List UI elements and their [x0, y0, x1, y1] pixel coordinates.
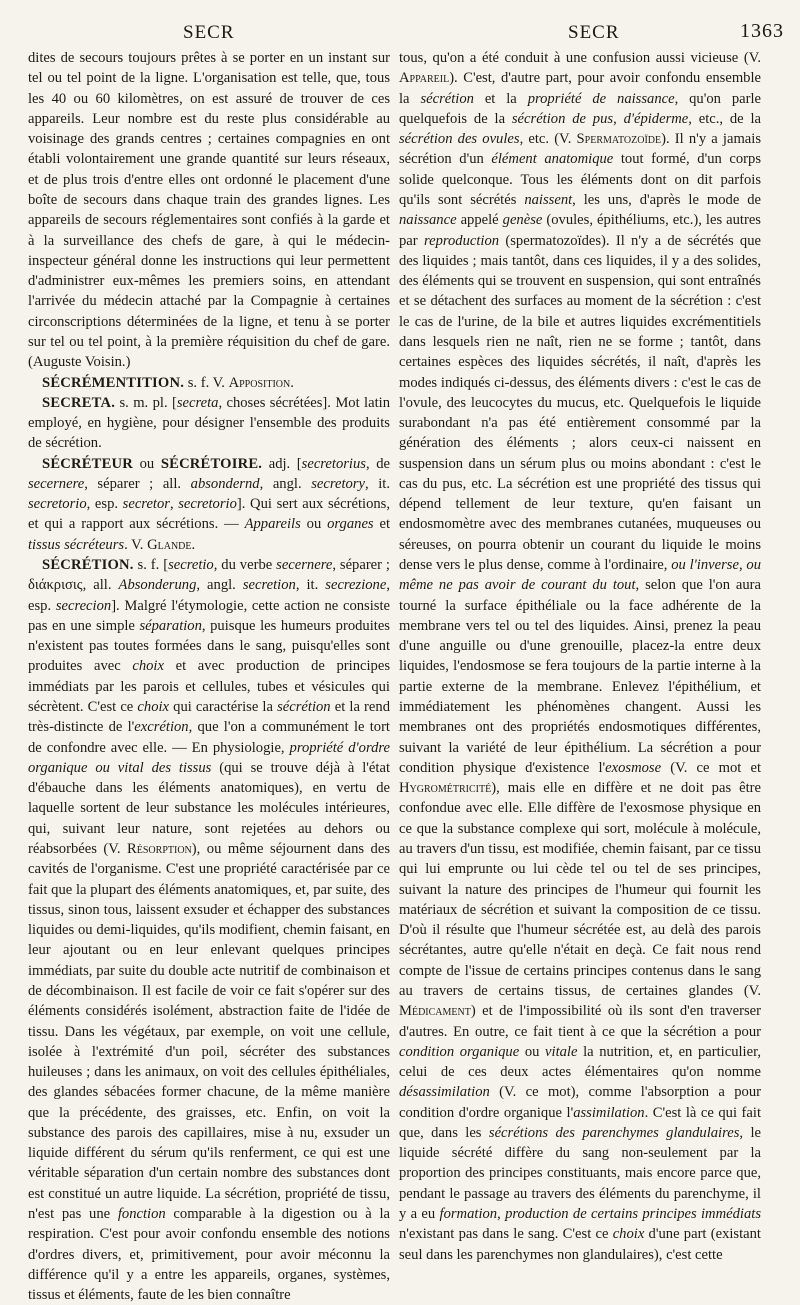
text: , all.	[82, 577, 119, 594]
text: ), mais elle en diffère et ne doit pas être confondue avec elle. Elle diffère de l'exosmose physique en ce que la substance complexe qui sort, molécule à molécule, au travers d'un tissu, est modifiée, chemin faisant, par ce tissu qui lui emprunte ou lui cède tel ou tel de ses principes, suivant la nature des principes de l'humeur qui fournit les matériaux de sécrétion et suivant la composition de ce tissu. D'où il résulte que l'humeur sécrétée est, au delà des parois sécrétantes, autre qu'elle n'était en deçà. Ce fait nous rend compte de l'issue de certains principes contenus dans le sang au travers de certains tissus, de certaines glandes (V.	[399, 780, 761, 999]
entry-secretion	[28, 555, 390, 1305]
text: ,	[497, 1206, 506, 1223]
text: ]. Qui sert aux sécrétions, et qui a rapport aux sécrétions. —	[28, 496, 390, 533]
text: n'existant pas dans le sang. C'est ce	[399, 1226, 613, 1243]
headword: SÉCRÉMENTITION.	[42, 374, 185, 391]
term: ou l'inverse, ou même ne pas avoir de courant du tout	[399, 557, 761, 594]
cross-reference: Médicament	[399, 1003, 471, 1020]
text: tous, qu'on a été conduit à une confusion aussi vicieuse (V.	[399, 50, 761, 66]
text: ). C'est, d'autre part, pour avoir confondu ensemble la	[399, 70, 761, 107]
text: s. f. [	[133, 557, 169, 574]
text: ou	[519, 1043, 546, 1060]
text: ou	[133, 455, 161, 472]
term: choix	[132, 658, 164, 675]
term: tissus sécréteurs	[28, 536, 125, 553]
term: séparation	[139, 617, 202, 634]
term: désassimilation	[399, 1084, 490, 1101]
text: , etc., de la	[688, 110, 762, 127]
text: , angl.	[259, 475, 312, 492]
text: . V.	[124, 536, 148, 553]
text: ) et de l'impossibilité où ils sont d'en traverser d'autres. En outre, ce fait tient à ce que la sécrétion a pour	[399, 1003, 761, 1040]
text: , séparer ; all.	[84, 475, 191, 492]
text: , de	[365, 455, 390, 472]
greek-term: διάκρισις	[28, 577, 83, 594]
page-number: 1363	[740, 20, 784, 42]
term: secernere	[28, 475, 85, 492]
text: ), ou même séjournent dans des cavités de l'organisme. C'est une propriété caractérisée par ce fait que la plupart des éléments anatomiques, et, par suite, des tissus, sinon tous, laissent exsuder et échapper des substances liquides ou demi-liquides, qu'ils modifient, chemin faisant, en leur ajoutant ou en leur enlevant quelques principes immédiats, par suite du double acte nutritif de combinaison et de décombinaison. Il est facile de voir ce fait s'opérer sur des éléments considérés isolément, abstraction faite de l'idée de tissu. Dans les végétaux, par exemple, on voit une cellule, isolée à l'extrémité d'un poil, sécréter des substances huileuses ; dans les animaux, on voit des cellules épithéliales, des glandes sébacées former chacune, de la même manière que la précédente, des graisses, etc. Enfin, on voit la substance des parois des capillaires, mise à nu, exsuder un liquide différent du sérum qu'ils renferment, ce qui est une véritable séparation d'un certain nombre des substances dont est constitué un autre liquide. La sécrétion, propriété de tissu, n'est pas une	[28, 840, 390, 1223]
entry-secrementition	[28, 373, 390, 393]
text: ,	[613, 110, 624, 127]
text: ). Il n'y a jamais sécrétion d'un	[399, 131, 762, 168]
term: Appareils	[244, 516, 301, 533]
term: formation	[439, 1206, 498, 1223]
text: , selon que l'on aura tourné la surface épithéliale ou la face adhérente de la membrane vers tel ou tel des liquides. Ainsi, prenez la peau d'une anguille ou d'une grenouille, placez-la entre deux liquides, l'endosmose se fera toujours de la partie interne à la partie externe de la membrane. Enlevez l'épithélium, et immédiatement les phénomènes changent. Aussi les membranes ont des propriétés endosmotiques différentes, suivant la variété de leur épithélium. La sécrétion a pour condition physique d'existence l'	[399, 577, 761, 776]
term: secretorio	[28, 496, 87, 513]
term: vitale	[545, 1043, 578, 1060]
term: sécrétion	[277, 699, 331, 715]
term: choix	[612, 1226, 645, 1243]
term: sécrétion de pus	[511, 110, 614, 127]
text: , séparer ;	[332, 557, 390, 574]
text: et la	[473, 90, 528, 107]
term: sécrétion	[420, 90, 474, 107]
header-left-word: SECR	[183, 22, 235, 43]
cross-reference: Hygrométricité	[399, 780, 492, 797]
secretion-continued	[399, 48, 761, 1265]
text: (V. ce mot et	[661, 759, 762, 776]
term: secernere	[276, 557, 333, 574]
term: genèse	[502, 212, 543, 229]
text: (V. ce mot), comme l'absorption a pour condition d'ordre organique l'	[399, 1084, 761, 1121]
term: secrezione	[325, 577, 387, 594]
text: , esp.	[28, 577, 390, 614]
definition: Mot latin employé, en hygiène, pour désigner l'ensemble des produits de sécrétion.	[28, 394, 390, 452]
text: ]. Malgré l'étymologie, cette action ne consiste pas en une simple	[28, 597, 390, 634]
term: fonction	[117, 1206, 166, 1223]
term: Absonderung	[118, 577, 197, 594]
headword: SÉCRÉTION.	[42, 557, 134, 574]
left-column	[28, 48, 391, 1304]
term: secretorius	[301, 455, 366, 472]
term: d'épiderme	[623, 110, 689, 127]
text: , les uns, d'après le mode de	[572, 191, 761, 208]
term: secrecion	[55, 597, 112, 614]
text: . C'est là ce qui fait que, dans les	[399, 1104, 761, 1141]
term: choix	[137, 699, 170, 715]
text: (spermatozoïdes). Il n'y a de sécrétés que des liquides ; mais tantôt, dans ces liquides, il y a des solides, des éléments qui se trouvent en suspension, qui sont entraînés et se détachent des surfaces au moment de la sécrétion : c'est le cas de l'urine, de la bile et autres liquides excrémentitiels dans lesquels rien ne naît, rien ne se forme ; tantôt, dans certaines espèces des liquides sécrétés, il naît, d'après les modes indiqués ci-dessus, des éléments divers : c'est le cas de l'ovule, des leucocytes du mucus, etc. Quelquefois le liquide surabondant n'a pas été entièrement consommé par la génération des éléments ; alors ceux-ci naissent en suspension dans un sérum plus ou moins abondant : c'est le cas du pus, etc. La sécrétion est une propriété des tissus qui dépend tellement de leur texture, qu'en faisant un endosmomètre avec des membranes cutanées, muqueuses ou séreuses, on pourra obtenir un courant du liquide le moins dense vers le plus dense, comme à l'ordinaire,	[399, 232, 761, 574]
term: élément anatomique	[491, 151, 614, 168]
term: propriété d'ordre organique ou vital des tissus	[28, 739, 390, 776]
cross-reference: Résorption	[127, 840, 192, 857]
term: secretion	[242, 577, 296, 594]
text: ou	[300, 516, 328, 533]
term: sécrétion des ovules	[399, 131, 520, 148]
term: secretio	[168, 557, 214, 574]
term: naissance	[399, 212, 457, 229]
text: appelé	[456, 212, 503, 229]
term: reproduction	[423, 232, 500, 249]
text: , esp.	[86, 496, 123, 513]
headword: SECRETA.	[42, 394, 116, 411]
term: sécrétions des parenchymes glandulaires	[488, 1124, 740, 1141]
text: et avec production de principes immédiats par les parois et cellules, tubes et vésicules qui sécrètent. C'est ce	[28, 658, 391, 715]
text: tout formé, d'un corps solide quelconque. Tous les éléments dont on dit parfois qu'ils sont sécrétés	[399, 151, 761, 208]
etymology-tail: , choses sécrétées].	[218, 394, 331, 411]
text: , puisque les humeurs produites n'existent pas toutes formées dans le sang, puisqu'elles sont produites avec	[28, 617, 390, 675]
text: et	[373, 516, 391, 533]
term: absondernd	[190, 475, 260, 492]
etymology: secreta	[176, 394, 219, 411]
text: la nutrition, et, en particulier, celui de ces deux actes élémentaires qu'on nomme	[399, 1043, 762, 1081]
text: , it.	[364, 475, 390, 492]
voisin-paragraph: dites de secours toujours prêtes à se porter en un instant sur tel ou tel point de la ligne. L'organisation est telle, que, tous les 40 ou 60 kilomètres, on est assuré de trouver de ces appareils. Leur nombre est du reste plus considérable au voisinage des grands centres ; certaines compagnies en ont établi volontairement une grande quantité sur leurs réseaux, et de plus trois d'entre elles ont ordonné le placement d'une boîte de secours dans chaque train des grandes lignes. Les appareils de secours réglementaires sont confiés à la garde et à la surveillance des chefs de gare, à qui le médecin-inspecteur général donne les instructions qui leur permettent d'administrer eux-mêmes les premiers soins, en attendant l'arrivée du médecin attaché par la Compagnie à certaines circonscriptions déterminées de la ligne, et tenu à se porter sur tel ou tel point, à la première réquisition du chef de gare. (Auguste Voisin.)	[28, 50, 390, 371]
text: (ovules, épithéliums, etc.), les autres par	[399, 212, 761, 249]
term: naissent	[524, 191, 573, 208]
term: condition organique	[399, 1043, 520, 1060]
text: , etc. (V.	[519, 131, 577, 148]
text: ,	[169, 496, 179, 513]
right-column	[399, 48, 762, 1263]
cross-reference: Appareil	[399, 70, 450, 87]
header-right-word: SECR	[568, 22, 620, 43]
entry-secreta	[28, 393, 390, 454]
term: assimilation	[573, 1104, 645, 1121]
cross-reference: Apposition.	[228, 374, 294, 391]
term: excrétion	[134, 719, 189, 736]
term: secretory	[311, 475, 365, 492]
term: exosmose	[605, 759, 662, 776]
text: , du verbe	[213, 557, 277, 574]
entry-secreteur	[28, 454, 390, 555]
term: production de certains principes immédiats	[505, 1206, 762, 1223]
headword: SÉCRÉTEUR	[42, 455, 134, 472]
text: comparable à la digestion ou à la respiration. C'est pour avoir confondu ensemble des notions d'ordres divers, et, primitivement, pour avoir méconnu la différence qu'il y a entre les appareils, organes, systèmes, tissus et éléments, faute de les bien connaître	[28, 1206, 390, 1304]
headword-variant: SÉCRÉTOIRE.	[160, 455, 263, 472]
term: secretor	[122, 496, 170, 513]
text: , angl.	[196, 577, 243, 594]
text: , que l'on a communément le tort de confondre avec elle. — En physiologie,	[28, 719, 390, 756]
text: (qui se trouve déjà à l'état d'ébauche dans les éléments anatomiques), en vertu de laquelle sortent de leur substance les molécules intérieures, qui, suivant leur nature, sont rejetées au dehors ou réabsorbées (V.	[28, 759, 390, 857]
text: et la rend très-distincte de l'	[28, 699, 390, 736]
text: , qu'on parle quelquefois de la	[399, 90, 761, 127]
running-header	[0, 14, 800, 44]
term: secretorio	[178, 496, 237, 513]
text: , le liquide sécrété diffère du sang non-seulement par la proportion des principes constituants, mais encore parce que, pendant le passage au travers des éléments du parenchyme, il y a eu	[399, 1124, 761, 1223]
cross-reference: Spermatozoïde	[576, 131, 662, 148]
text: , it.	[295, 577, 326, 594]
grammar-note: s. m. pl. [	[119, 394, 177, 411]
text: qui caractérise la	[169, 699, 278, 715]
term: organes	[327, 516, 374, 533]
text: d'une part (existant seul dans les parenchymes non glandulaires), c'est cette	[399, 1226, 761, 1263]
cross-reference: Glande.	[147, 536, 196, 553]
text: adj. [	[262, 455, 302, 472]
term: propriété de naissance	[527, 90, 675, 107]
grammar-note: s. f. V.	[187, 374, 225, 391]
